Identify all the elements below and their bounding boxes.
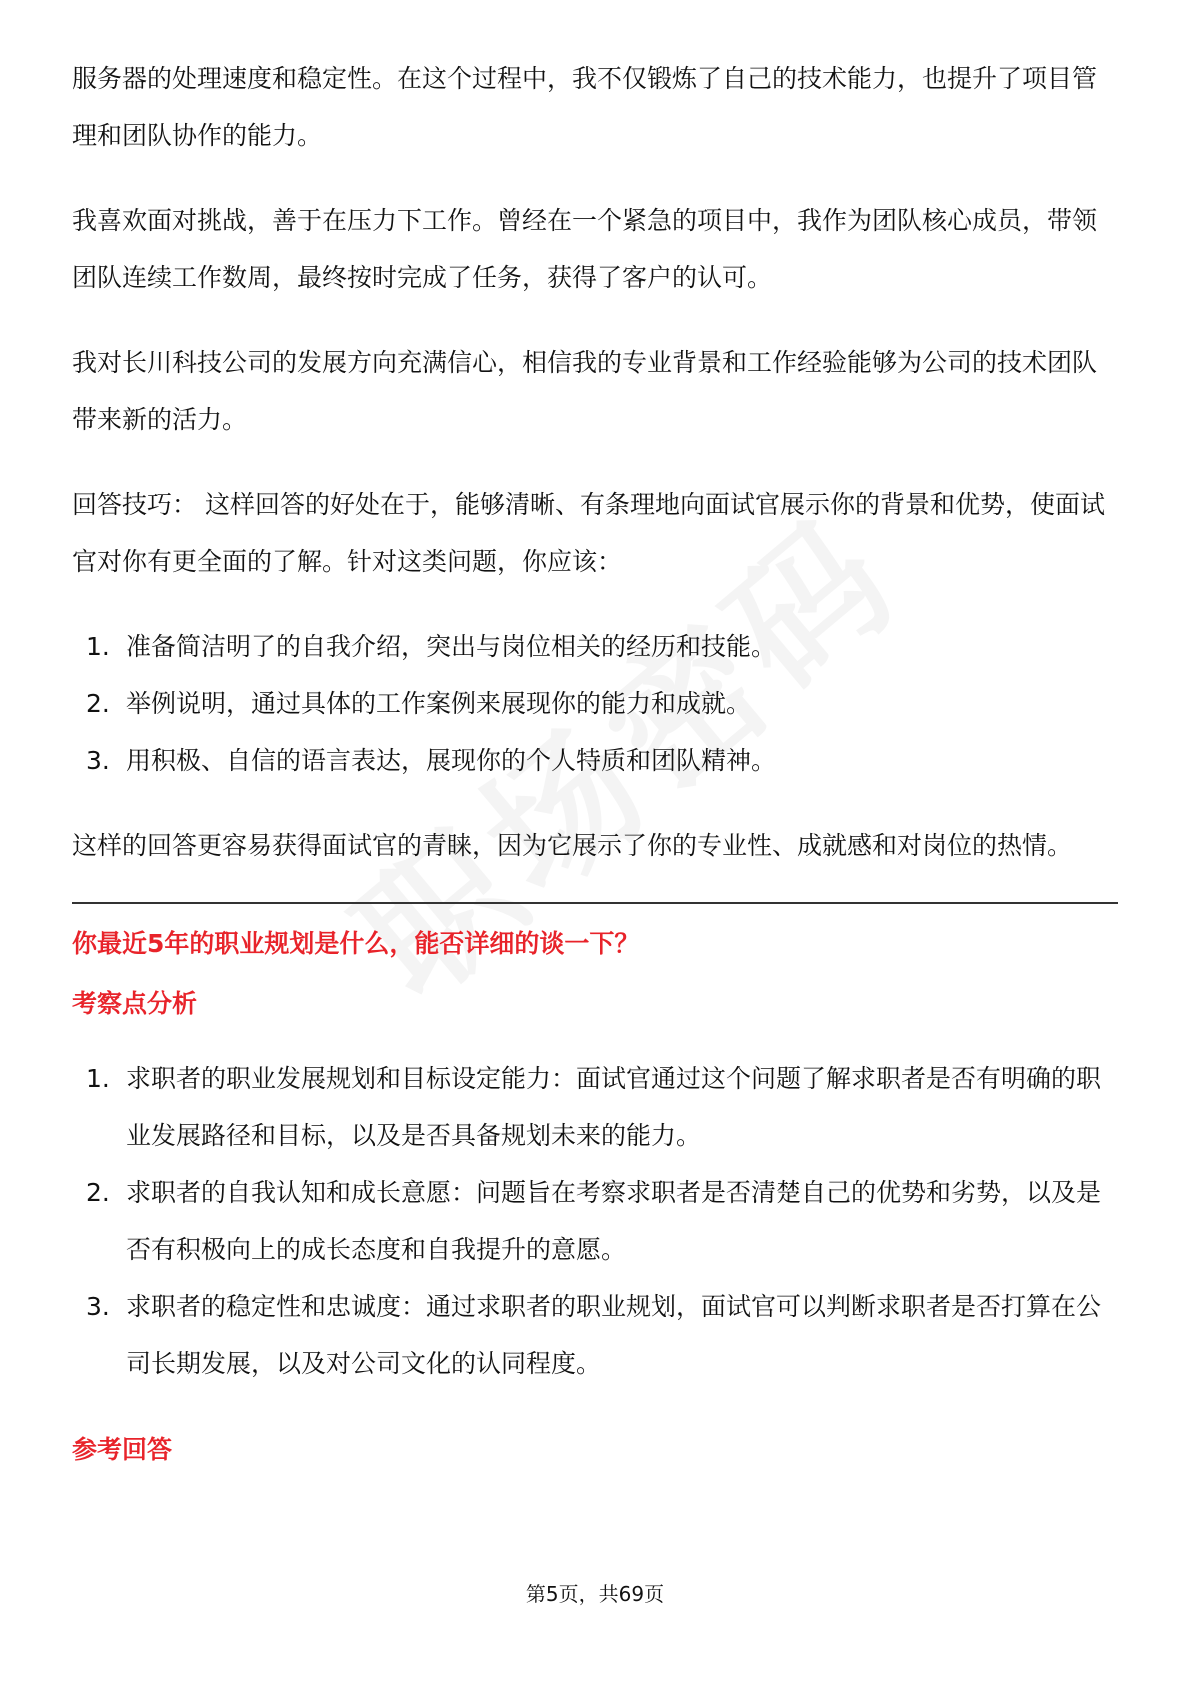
list-item-text: 用积极、自信的语言表达，展现你的个人特质和团队精神。 [126,746,777,775]
list-item-text: 求职者的职业发展规划和目标设定能力：面试官通过这个问题了解求职者是否有明确的职业发展路径和目标，以及是否具备规划未来的能力。 [126,1064,1102,1150]
list-number: 2. [86,1178,110,1207]
list-item [72,1164,1118,1278]
tips-list [72,618,1118,789]
list-number: 1. [86,1064,110,1093]
list-item [72,618,1118,675]
answer-tips-paragraph: 回答技巧： 这样回答的好处在于，能够清晰、有条理地向面试官展示你的背景和优势，使面试官对你有更全面的了解。针对这类问题，你应该： [72,490,1105,576]
closing-paragraph: 这样的回答更容易获得面试官的青睐，因为它展示了你的专业性、成就感和对岗位的热情。 [72,831,1073,860]
list-item-text: 求职者的稳定性和忠诚度：通过求职者的职业规划，面试官可以判断求职者是否打算在公司长期发展，以及对公司文化的认同程度。 [126,1292,1102,1378]
list-number: 3. [86,746,110,775]
analysis-heading: 考察点分析 [72,989,198,1018]
page-number: 第5页，共69页 [525,1582,665,1606]
page-content [72,50,1118,1480]
list-item [72,675,1118,732]
list-number: 3. [86,1292,110,1321]
paragraph: 服务器的处理速度和稳定性。在这个过程中，我不仅锻炼了自己的技术能力，也提升了项目管理和团队协作的能力。 [72,64,1098,150]
reference-answer-heading: 参考回答 [72,1435,173,1464]
section-divider [72,902,1118,904]
list-item-text: 举例说明，通过具体的工作案例来展现你的能力和成就。 [126,689,752,718]
list-number: 2. [86,689,110,718]
analysis-list [72,1050,1118,1392]
list-item [72,732,1118,789]
question-heading: 你最近5年的职业规划是什么，能否详细的谈一下？ [72,929,640,958]
list-item [72,1050,1118,1164]
list-item [72,1278,1118,1392]
paragraph: 我对长川科技公司的发展方向充满信心，相信我的专业背景和工作经验能够为公司的技术团队带来新的活力。 [72,348,1098,434]
paragraph: 我喜欢面对挑战，善于在压力下工作。曾经在一个紧急的项目中，我作为团队核心成员，带领团队连续工作数周，最终按时完成了任务，获得了客户的认可。 [72,206,1098,292]
list-item-text: 求职者的自我认知和成长意愿：问题旨在考察求职者是否清楚自己的优势和劣势，以及是否有积极向上的成长态度和自我提升的意愿。 [126,1178,1102,1264]
list-item-text: 准备简洁明了的自我介绍，突出与岗位相关的经历和技能。 [126,632,777,661]
list-number: 1. [86,632,110,661]
